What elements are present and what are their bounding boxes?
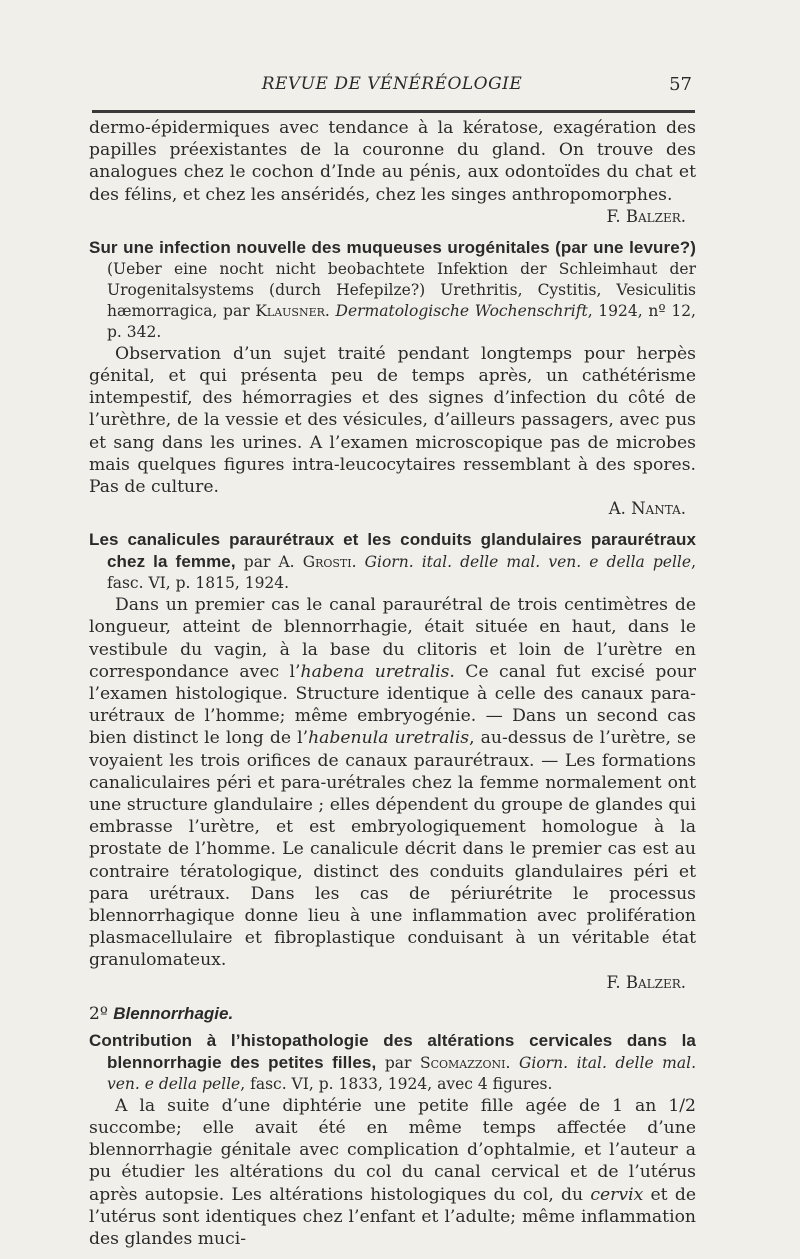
article3-body-1: Dans un premier cas le canal paraurétral de trois centimètres de longueur, atteint de blennorrhagie, était située en haut, dans le vestibule du vagin, à la base du clitoris et loin de l’urètre en correspondance avec l’ — [89, 595, 696, 682]
article3-citation-pre: par A. — [235, 553, 303, 572]
article2-citation-pre: (Ueber eine nocht nicht beobachtete Infektion der Schleimhaut der Urogenitalsystems (durch Hefepilze?) Urethritis, Cystitis, Vesiculitis hæmorragica, par — [107, 259, 696, 320]
running-title: REVUE DE VÉNÉRÉOLOGIE — [261, 74, 523, 94]
article3-journal: Giorn. ital. delle mal. ven. e della pelle — [364, 553, 692, 572]
article2-journal: Dermatologische Wochenschrift — [335, 301, 588, 320]
article4-body-1: A la suite d’une diphtérie une petite fille agée de 1 an 1/2 succombe; elle avait été en même temps affectée d’une blennorrhagie génitale avec complication d’ophtalmie, et l’auteur a pu étudier les altérations du col du canal cervical et de l’utérus après autopsie. Les altérations histologiques du col, du — [89, 1095, 696, 1205]
article1-author: F. Balzer. — [606, 206, 686, 226]
article3-body-3: , au-dessus de l’urètre, se voyaient les trois orifices de canaux paraurétraux. — Les formations canaliculaires péri et para-urétrales chez la femme normalement ont une structure glandulaire ; elles dépendent du groupe de glandes qui embrasse l’urètre, et est embryologiquement homologue à la prostate de l’homme. Le canalicule décrit dans le premier cas est au contraire tératologique, distinct des conduits glandulaires péri et para urétraux. Dans les cas de périurétrite le processus blennorrhagique donne lieu à une inflammation avec prolifération plasmacellulaire et fibroplastique conduisant à un véritable état granulomateux. — [89, 728, 696, 971]
article4-body — [89, 1095, 696, 1250]
article2-body: Observation d’un sujet traité pendant longtemps pour herpès génital, et qui présenta peu de temps après, un cathétérisme intempestif, des hémorragies et des signes d’infection du côté de l’urèthre, de la vessie et des vésicules, d’ailleurs passagers, avec pus et sang dans les urines. A l’examen microscopique pas de microbes mais quelques figures intra-leucocytaires ressemblant à des spores. Pas de culture. — [89, 343, 696, 498]
article2-citation-mid: . — [324, 301, 336, 320]
section-heading — [89, 1004, 696, 1024]
article3-term-1: habena uretralis — [300, 661, 450, 682]
article4-citation — [89, 1030, 696, 1095]
page-header — [92, 74, 692, 96]
article-column — [89, 117, 696, 1250]
article2 — [89, 237, 696, 520]
article3-author: F. Balzer. — [606, 972, 686, 992]
article3-body-2: . Ce canal fut excisé pour l’examen histologique. Structure identique à celle des canaux para-urétraux de l’homme; même embryogénie. — Dans un second cas bien distinct le long de l’ — [89, 661, 696, 749]
article4-term: cervix — [590, 1184, 644, 1205]
article3-heading: Les canalicules paraurétraux et les conduits glandulaires paraurétraux chez la femme, — [89, 530, 696, 572]
article2-citation — [89, 237, 696, 343]
article4-citation-post: , fasc. VI, p. 1833, 1924, avec 4 figures. — [240, 1074, 553, 1093]
article4 — [89, 1030, 696, 1250]
article3-citation — [89, 529, 696, 594]
article4-citation-pre: par — [376, 1053, 420, 1072]
article3 — [89, 529, 696, 993]
section-title: Blennorrhagie. — [113, 1003, 234, 1023]
article4-journal: Giorn. ital. delle mal. ven. e della pelle — [107, 1053, 696, 1093]
article2-heading: Sur une infection nouvelle des muqueuses urogénitales (par une levure?) — [89, 237, 696, 257]
article3-body — [89, 594, 696, 971]
article1-text: dermo-épidermiques avec tendance à la kératose, exagération des papilles préexistantes de la couronne du gland. On trouve des analogues chez le cochon d’Inde au pénis, aux odontoïdes du chat et des félins, et chez les anséridés, chez les singes anthropomorphes. — [89, 118, 696, 205]
article2-author: A. Nanta. — [608, 499, 686, 519]
article3-cited-author: Grosti — [302, 553, 352, 572]
article2-cited-author: Klausner — [255, 301, 325, 320]
article3-term-2: habenula uretralis — [308, 728, 470, 749]
header-rule — [92, 110, 695, 113]
article4-heading: Contribution à l’histopathologie des altérations cervicales dans la blennorrhagie des petites filles, — [89, 1030, 696, 1072]
article3-citation-mid: . — [351, 553, 365, 572]
section-number: 2º — [89, 1003, 108, 1024]
article4-cited-author: Scomazzoni — [419, 1053, 506, 1072]
article4-citation-mid: . — [505, 1053, 520, 1072]
article4-body-2: et de l’utérus sont identiques chez l’enfant et l’adulte; même inflammation des glandes muci- — [89, 1184, 696, 1249]
article2-citation-post: , 1924, nº 12, p. 342. — [107, 301, 696, 341]
article3-citation-post: , fasc. VI, p. 1815, 1924. — [107, 553, 696, 593]
page-number: 57 — [669, 74, 692, 95]
